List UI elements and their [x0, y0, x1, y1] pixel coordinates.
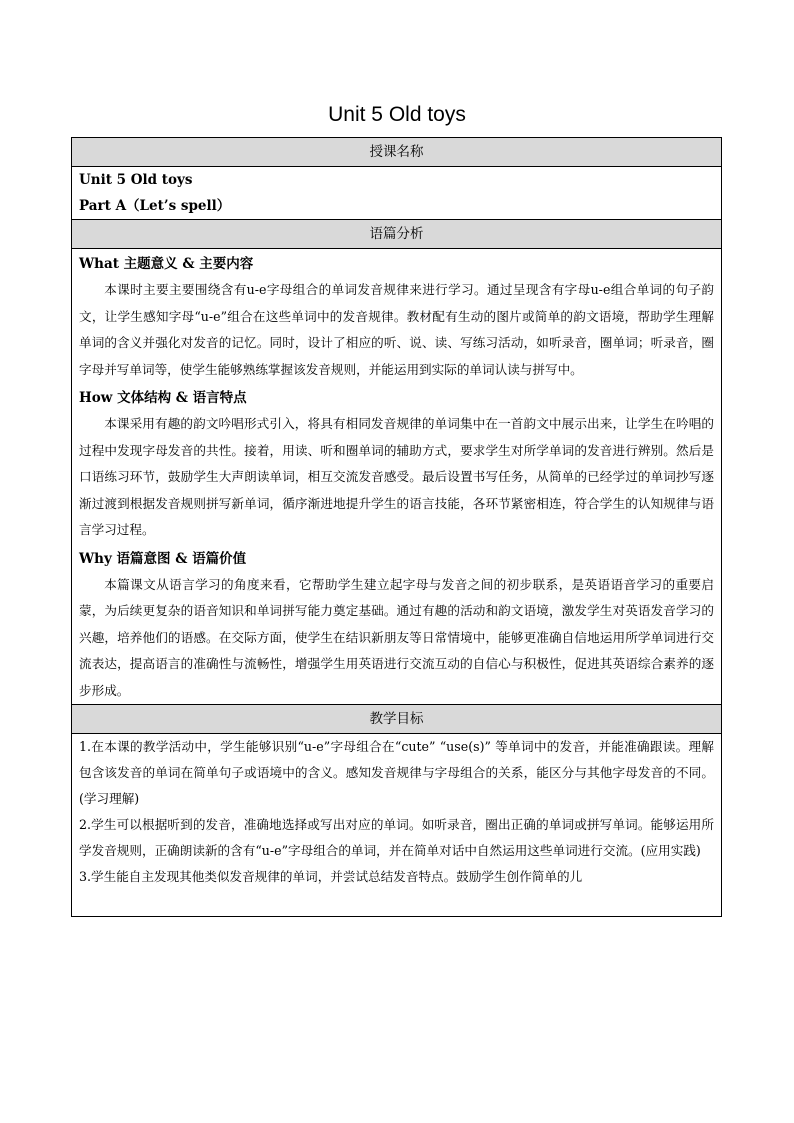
what-paragraph: 本课时主要主要围绕含有u-e字母组合的单词发音规律来进行学习。通过呈现含有字母u-e组合单词的句子韵文，让学生感知字母“u-e”组合在这些单词中的发音规律。教材配有生动的图片或简单的韵文语境，帮助学生理解单词的含义并强化对发音的记忆。同时，设计了相应的听、说、读、写练习活动，如听录音，圈单词；听录音，圈字母并写单词等，使学生能够熟练掌握该发音规则，并能运用到实际的单词认读与拼写中。 — [79, 282, 714, 377]
analysis-cell — [72, 249, 722, 705]
lesson-name-row — [72, 167, 722, 220]
analysis-header-row — [72, 220, 722, 249]
goals-header: 教学目标 — [72, 705, 722, 734]
lesson-part-title: Part A（Let’s spell） — [79, 198, 231, 214]
lesson-name-header-row — [72, 138, 722, 167]
lesson-unit-title: Unit 5 Old toys — [79, 172, 193, 188]
analysis-row — [72, 249, 722, 705]
goal-item-3: 3.学生能自主发现其他类似发音规律的单词，并尝试总结发音特点。鼓励学生创作简单的儿 — [79, 869, 583, 884]
lesson-plan-table — [71, 137, 722, 917]
goal-item-1: 1.在本课的教学活动中，学生能够识别“u-e”字母组合在“cute” “use(s)” 等单词中的发音，并能准确跟读。理解包含该发音的单词在简单句子或语境中的含义。感知发音规律与字母组合的关系，能区分与其他字母发音的不同。(学习理解) — [79, 739, 714, 806]
how-paragraph: 本课采用有趣的韵文吟唱形式引入，将具有相同发音规律的单词集中在一首韵文中展示出来，让学生在吟唱的过程中发现字母发音的共性。接着，用读、听和圈单词的辅助方式，要求学生对所学单词的发音进行辨别。然后是口语练习环节，鼓励学生大声朗读单词，相互交流发音感受。最后设置书写任务，从简单的已经学过的单词抄写逐渐过渡到根据发音规则拼写新单词，循序渐进地提升学生的语言技能，各环节紧密相连，符合学生的认知规律与语言学习过程。 — [79, 416, 714, 537]
analysis-header: 语篇分析 — [72, 220, 722, 249]
why-paragraph: 本篇课文从语言学习的角度来看，它帮助学生建立起字母与发音之间的初步联系，是英语语音学习的重要启蒙，为后续更复杂的语音知识和单词拼写能力奠定基础。通过有趣的活动和韵文语境，激发学生对英语发音学习的兴趣，培养他们的语感。在交际方面，使学生在结识新朋友等日常情境中，能够更准确自信地运用所学单词进行交流表达，提高语言的准确性与流畅性，增强学生用英语进行交流互动的自信心与积极性，促进其英语综合素养的逐步形成。 — [79, 576, 714, 698]
lesson-name-header: 授课名称 — [72, 138, 722, 167]
goals-row — [72, 734, 722, 917]
how-heading: How 文体结构 & 语言特点 — [79, 390, 247, 406]
why-heading: Why 语篇意图 & 语篇价值 — [79, 550, 247, 567]
lesson-name-cell — [72, 167, 722, 220]
what-heading: What 主题意义 & 主要内容 — [79, 256, 254, 272]
goals-cell — [72, 734, 722, 917]
document-title: Unit 5 Old toys — [328, 103, 466, 126]
goal-item-2: 2.学生可以根据听到的发音，准确地选择或写出对应的单词。如听录音，圈出正确的单词或拼写单词。能够运用所学发音规则，正确朗读新的含有“u-e”字母组合的单词，并在简单对话中自然运用这些单词进行交流。(应用实践) — [79, 817, 714, 858]
goals-header-row — [72, 705, 722, 734]
